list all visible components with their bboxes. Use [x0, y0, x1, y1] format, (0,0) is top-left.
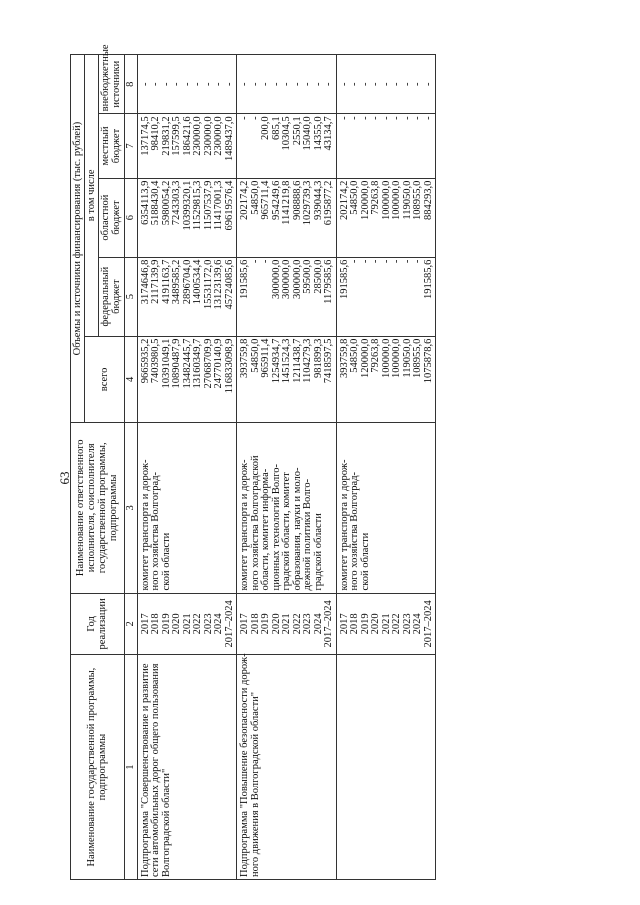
program-name-line: Подпрограмма "Совершенствование и развитие — [139, 663, 151, 877]
total-cell-line: 1451524,3 — [281, 338, 292, 384]
federal-cell-line: 3174646,8 — [139, 259, 151, 305]
program-name-line: сети автомобильных дорог общего пользования — [150, 663, 161, 877]
federal-cell-line: - — [391, 259, 402, 264]
federal-cell-line: - — [401, 259, 413, 264]
extra-cell-line: - — [260, 82, 271, 86]
regional-cell-line: 79263,8 — [370, 180, 381, 215]
total-cell — [137, 336, 237, 422]
year-cell-line: 2022 — [192, 613, 203, 635]
executor-cell-line: комитет транспорта и дорож- — [139, 459, 151, 591]
regional-cell-line: 69619576,4 — [223, 180, 235, 231]
extra-cell-line: - — [338, 82, 350, 86]
regional-cell-line: 108955,0 — [412, 180, 423, 220]
federal-cell-line: 28500,0 — [312, 259, 324, 294]
executor-cell-line: градской области, комитет — [281, 472, 292, 591]
extra-cell-line: - — [239, 82, 250, 86]
executor-cell — [237, 423, 337, 593]
year-cell-line: 2020 — [171, 613, 182, 635]
regional-cell-line: 908888,6 — [291, 180, 303, 220]
executor-cell-line: дежной политики Волго- — [302, 478, 313, 591]
column-number: 1 — [124, 655, 137, 880]
federal-cell-line: - — [249, 259, 261, 264]
year-cell-line: 2023 — [401, 613, 413, 635]
local-cell — [137, 114, 237, 178]
year-cell-line: 2017–2024 — [223, 600, 235, 648]
executor-cell-line: ного хозяйства Волгоград- — [349, 471, 360, 591]
extra-cell-line: - — [349, 82, 360, 86]
header-funding-group: Объемы и источники финансирования (тыс. рублей) — [71, 55, 85, 423]
header-extra: внебюджетные источники — [99, 55, 124, 114]
extra-cell-line: - — [380, 82, 392, 86]
column-number: 8 — [124, 55, 137, 114]
regional-cell-line: 202174,2 — [239, 180, 250, 220]
local-cell-line: 137174,5 — [139, 116, 151, 156]
program-name-line: Волгоградской области" — [160, 768, 172, 877]
regional-cell-line: 11507537,9 — [202, 180, 214, 231]
federal-cell-line: - — [370, 259, 381, 264]
extra-cell-line: - — [270, 82, 282, 86]
local-cell-line: - — [338, 116, 350, 120]
total-cell-line: 100000,0 — [391, 338, 402, 379]
local-cell — [336, 114, 436, 178]
year-cell-line: 2019 — [359, 613, 371, 635]
regional-cell-line: 54850,0 — [349, 180, 360, 215]
federal-cell-line: 1179585,6 — [323, 259, 334, 304]
total-cell-line: 24770140,9 — [213, 338, 224, 389]
total-cell-line: 10391049,1 — [160, 338, 172, 389]
total-cell-line: 7403980,5 — [150, 338, 161, 384]
extra-cell-line: - — [181, 82, 193, 86]
federal-cell-line: - — [260, 259, 271, 264]
regional-cell-line: 11529815,3 — [192, 180, 203, 231]
local-cell-line: 15040,0 — [302, 116, 313, 151]
year-cell-line: 2020 — [370, 613, 381, 635]
local-cell-line: 685,1 — [270, 116, 282, 141]
local-cell-line: 200,0 — [260, 116, 271, 141]
total-cell-line: 393759,8 — [338, 338, 350, 379]
year-cell-line: 2019 — [160, 613, 172, 635]
table-body — [137, 55, 436, 880]
federal-cell-line: 13123139,6 — [213, 259, 224, 310]
extra-cell — [237, 55, 337, 114]
regional-cell-line: 11417001,3 — [213, 180, 224, 231]
total-cell-line: 10890487,9 — [171, 338, 182, 389]
header-in-that-number: в том числе — [85, 55, 99, 337]
federal-cell-line: 191585,6 — [338, 259, 350, 299]
regional-cell-line: 6195877,2 — [323, 180, 334, 226]
federal-cell-line: 300000,0 — [281, 259, 292, 299]
year-cell-line: 2020 — [270, 613, 282, 635]
extra-cell — [137, 55, 237, 114]
local-cell-line: - — [380, 116, 392, 120]
extra-cell-line: - — [202, 82, 214, 86]
year-cell-line: 2018 — [249, 613, 261, 635]
program-name-line: ного движения в Волгоградской области" — [249, 691, 261, 877]
regional-cell — [137, 178, 237, 257]
extra-cell-line: - — [291, 82, 303, 86]
regional-cell-line: 5188430,4 — [150, 180, 161, 226]
local-cell-line: 98410,2 — [150, 116, 161, 151]
executor-cell-line: ного хозяйства Волгоград- — [150, 471, 161, 591]
total-cell-line: 27068709,9 — [202, 338, 214, 389]
total-cell-line: 54850,0 — [249, 338, 261, 373]
regional-cell-line: 7243303,3 — [171, 180, 182, 226]
year-cell-line: 2023 — [202, 613, 214, 635]
local-cell-line: 14355,0 — [312, 116, 324, 151]
extra-cell-line: - — [281, 82, 292, 86]
column-number: 6 — [124, 178, 137, 257]
total-cell-line: 1075878,6 — [422, 338, 434, 384]
federal-cell-line: 15531172,0 — [202, 259, 214, 310]
year-cell-line: 2017–2024 — [422, 600, 434, 648]
executor-cell-line: образования, науки и моло- — [291, 467, 303, 591]
total-cell-line: 54850,0 — [349, 338, 360, 373]
regional-cell-line: 939044,3 — [312, 180, 324, 220]
rotated-table-container — [70, 44, 600, 880]
local-cell-line: - — [401, 116, 413, 120]
local-cell-line: - — [391, 116, 402, 120]
executor-cell-line: ской области — [160, 532, 172, 591]
total-cell — [336, 336, 436, 422]
extra-cell-line: - — [370, 82, 381, 86]
federal-cell-line: - — [380, 259, 392, 264]
regional-cell — [336, 178, 436, 257]
year-cell-line: 2024 — [412, 613, 423, 635]
regional-cell-line: 1141219,8 — [281, 180, 292, 225]
executor-cell-line: комитет транспорта и дорож- — [338, 459, 350, 591]
extra-cell-line: - — [359, 82, 371, 86]
total-cell — [237, 336, 337, 422]
extra-cell-line: - — [160, 82, 172, 86]
executor-cell — [336, 423, 436, 593]
program-name — [237, 655, 337, 880]
regional-cell-line: 100000,0 — [391, 180, 402, 220]
total-cell-line: 393759,8 — [239, 338, 250, 379]
local-cell-line: - — [349, 116, 360, 120]
extra-cell-line: - — [192, 82, 203, 86]
extra-cell-line: - — [323, 82, 334, 86]
year-cell-line: 2022 — [291, 613, 303, 635]
federal-cell-line: 3489585,2 — [171, 259, 182, 305]
year-cell-line: 2022 — [391, 613, 402, 635]
local-cell-line: - — [370, 116, 381, 120]
year-cell-line: 2024 — [312, 613, 324, 635]
year-cell-line: 2021 — [380, 613, 392, 635]
header-local: местный бюджет — [99, 114, 124, 178]
year-cell — [137, 593, 237, 655]
federal-cell-line: 45724085,6 — [223, 259, 235, 310]
year-cell-line: 2024 — [213, 613, 224, 635]
column-number: 2 — [124, 593, 137, 655]
local-cell-line: - — [249, 116, 261, 120]
total-cell-line: 116833098,9 — [223, 338, 235, 394]
regional-cell-line: 965711,4 — [260, 180, 271, 220]
total-cell-line: 965911,4 — [260, 338, 271, 378]
year-cell — [336, 593, 436, 655]
local-cell-line: - — [412, 116, 423, 120]
column-number: 7 — [124, 114, 137, 178]
extra-cell-line: - — [213, 82, 224, 86]
total-cell-line: 79263,8 — [370, 338, 381, 373]
extra-cell-line: - — [139, 82, 151, 86]
year-cell-line: 2017 — [338, 613, 350, 635]
executor-cell-line: комитет транспорта и дорож- — [239, 459, 250, 591]
total-cell-line: 1211438,7 — [291, 338, 303, 383]
year-cell-line: 2018 — [150, 613, 161, 635]
column-number: 4 — [124, 336, 137, 422]
regional-cell-line: 202174,2 — [338, 180, 350, 220]
federal-cell-line: 191585,6 — [422, 259, 434, 299]
executor-cell-line: ционных технологий Волго- — [270, 463, 282, 591]
federal-cell-line: 59500,0 — [302, 259, 313, 294]
federal-cell-line: 1400534,4 — [192, 259, 203, 305]
regional-cell-line: 119050,0 — [401, 180, 413, 220]
year-cell-line: 2023 — [302, 613, 313, 635]
federal-cell-line: - — [359, 259, 371, 264]
federal-cell — [237, 257, 337, 336]
local-cell — [237, 114, 337, 178]
regional-cell-line: 120000,0 — [359, 180, 371, 220]
regional-cell-line: 54850,0 — [249, 180, 261, 215]
extra-cell-line: - — [391, 82, 402, 86]
extra-cell-line: - — [302, 82, 313, 86]
total-cell-line: 100000,0 — [380, 338, 392, 379]
total-cell-line: 119050,0 — [401, 338, 413, 378]
federal-cell — [336, 257, 436, 336]
total-cell-line: 9665935,2 — [139, 338, 151, 384]
regional-cell-line: 100000,0 — [380, 180, 392, 220]
header-program: Наименование государственной программы, подпрограммы — [71, 655, 125, 880]
regional-cell — [237, 178, 337, 257]
total-cell-line: 13482445,7 — [181, 338, 193, 389]
header-total: всего — [85, 336, 124, 422]
local-cell-line: 2550,1 — [291, 116, 303, 146]
table-header — [71, 44, 138, 880]
local-cell-line: 230000,0 — [213, 116, 224, 156]
federal-cell-line: 300000,0 — [291, 259, 303, 299]
header-column-numbers — [124, 55, 137, 880]
regional-cell-line: 6354113,9 — [139, 180, 151, 225]
local-cell-line: 157599,5 — [171, 116, 182, 156]
total-cell-line: 981899,3 — [312, 338, 324, 379]
federal-cell-line: - — [412, 259, 423, 264]
executor-cell — [137, 423, 237, 593]
local-cell-line: 230000,0 — [192, 116, 203, 156]
header-year: Год реализации — [71, 593, 125, 655]
federal-cell-line: - — [349, 259, 360, 264]
column-number: 5 — [124, 257, 137, 336]
page-number: 63 — [57, 471, 72, 485]
extra-cell-line: - — [249, 82, 261, 86]
local-cell-line: 219831,2 — [160, 116, 172, 156]
federal-cell-line: 4191163,7 — [160, 259, 172, 304]
header-regional: областной бюджет — [99, 178, 124, 257]
executor-cell-line: градской области — [312, 513, 324, 591]
local-cell-line: 186421,6 — [181, 116, 193, 156]
header-federal: федеральный бюджет — [99, 257, 124, 336]
funding-table — [70, 44, 436, 880]
year-cell — [237, 593, 337, 655]
program-name — [137, 655, 237, 880]
federal-cell-line: 300000,0 — [270, 259, 282, 299]
header-executor: Наименование ответственного исполнителя, соисполнителя государственной программы, подпрограммы — [71, 423, 125, 593]
total-cell-line: 7418597,5 — [323, 338, 334, 384]
executor-cell-line: области, комитет информа- — [260, 468, 271, 591]
local-cell-line: 1489437,0 — [223, 116, 235, 162]
total-cell-line: 108955,0 — [412, 338, 423, 379]
table-row — [336, 55, 436, 880]
year-cell-line: 2018 — [349, 613, 360, 635]
year-cell-line: 2017–2024 — [323, 600, 334, 648]
program-name — [336, 655, 436, 880]
executor-cell-line: ской области — [359, 532, 371, 591]
extra-cell-line: - — [150, 82, 161, 86]
regional-cell-line: 5980054,2 — [160, 180, 172, 226]
extra-cell-line: - — [401, 82, 413, 86]
regional-cell-line: 954249,6 — [270, 180, 282, 220]
local-cell-line: 230000,0 — [202, 116, 214, 156]
federal-cell-line: 2896704,0 — [181, 259, 193, 305]
local-cell-line: 10304,5 — [281, 116, 292, 151]
regional-cell-line: 884293,0 — [422, 180, 434, 220]
federal-cell — [137, 257, 237, 336]
extra-cell-line: - — [171, 82, 182, 86]
total-cell-line: 1254934,7 — [270, 338, 282, 384]
program-name-line: Подпрограмма "Повышение безопасности дорож- — [239, 653, 250, 877]
federal-cell-line: 191585,6 — [239, 259, 250, 299]
total-cell-line: 120000,0 — [359, 338, 371, 379]
year-cell-line: 2017 — [139, 613, 151, 635]
local-cell-line: - — [422, 116, 434, 120]
column-number: 3 — [124, 423, 137, 593]
extra-cell — [336, 55, 436, 114]
extra-cell-line: - — [412, 82, 423, 86]
year-cell-line: 2021 — [181, 613, 193, 635]
federal-cell-line: 2117139,9 — [150, 259, 161, 304]
regional-cell-line: 10399320,1 — [181, 180, 193, 231]
regional-cell-line: 1029739,3 — [302, 180, 313, 226]
year-cell-line: 2017 — [239, 613, 250, 635]
local-cell-line: - — [239, 116, 250, 120]
total-cell-line: 1104279,3 — [302, 338, 313, 383]
extra-cell-line: - — [422, 82, 434, 86]
table-row — [137, 55, 237, 880]
year-cell-line: 2019 — [260, 613, 271, 635]
table-row — [237, 55, 337, 880]
extra-cell-line: - — [223, 82, 235, 86]
year-cell-line: 2021 — [281, 613, 292, 635]
executor-cell-line: ного хозяйства Волгоградской — [249, 455, 261, 591]
extra-cell-line: - — [312, 82, 324, 86]
total-cell-line: 13160349,7 — [192, 338, 203, 389]
local-cell-line: - — [359, 116, 371, 120]
local-cell-line: 43134,7 — [323, 116, 334, 151]
